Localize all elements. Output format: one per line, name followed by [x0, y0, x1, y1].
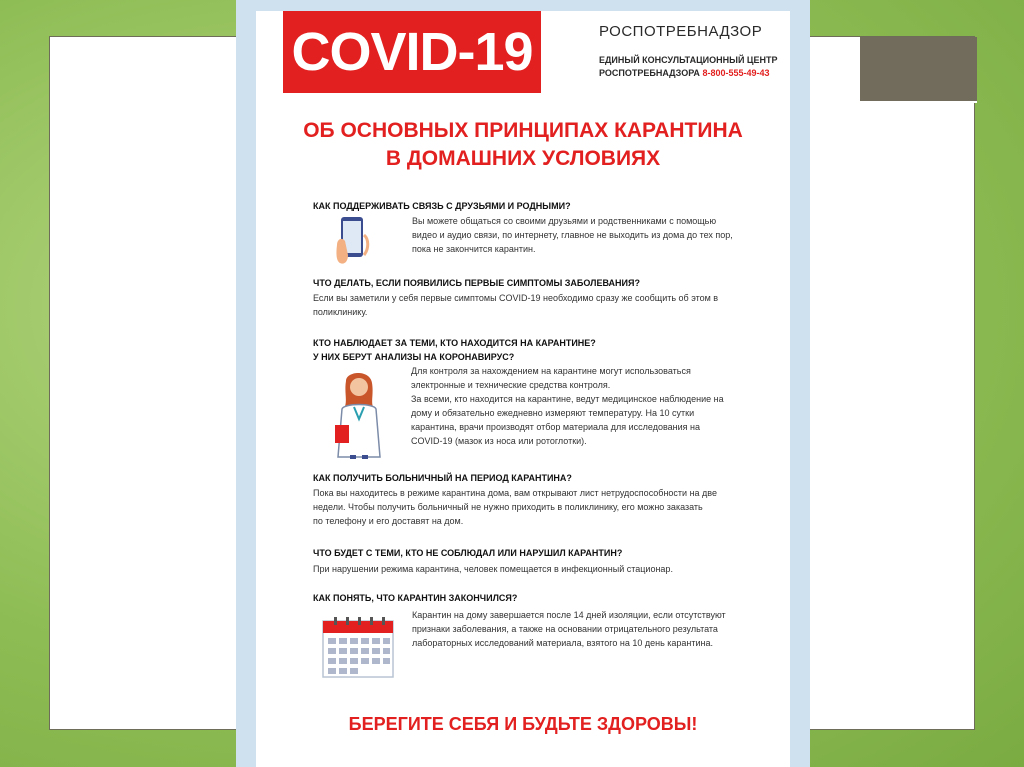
answer-6-line-3: лабораторных исследований материала, взятого на 10 день карантина.: [412, 638, 714, 648]
poster-footer: БЕРЕГИТЕ СЕБЯ И БУДЬТЕ ЗДОРОВЫ!: [348, 714, 698, 734]
question-2: ЧТО ДЕЛАТЬ, ЕСЛИ ПОЯВИЛИСЬ ПЕРВЫЕ СИМПТОМЫ ЗАБОЛЕВАНИЯ?: [313, 278, 640, 288]
question-6: КАК ПОНЯТЬ, ЧТО КАРАНТИН ЗАКОНЧИЛСЯ?: [313, 593, 518, 603]
answer-3-line-6: COVID-19 (мазок из носа или ротоглотки).: [411, 436, 587, 446]
slide-decoration-bar: [858, 37, 977, 103]
question-3: КТО НАБЛЮДАЕТ ЗА ТЕМИ, КТО НАХОДИТСЯ НА КАРАНТИНЕ?: [313, 338, 596, 348]
answer-3: [411, 364, 724, 448]
covid-poster: [236, 0, 810, 767]
title-line-2: В ДОМАШНИХ УСЛОВИЯХ: [385, 147, 661, 170]
answer-5-line-1: При нарушении режима карантина, человек помещается в инфекционный стационар.: [313, 564, 673, 574]
answer-3-line-3: За всеми, кто находится на карантине, ведут медицинское наблюдение на: [411, 394, 724, 404]
doctor-icon: [330, 369, 388, 459]
answer-6-line-1: Карантин на дому завершается после 14 дней изоляции, если отсутствуют: [412, 610, 726, 620]
org-name: РОСПОТРЕБНАДЗОР: [599, 23, 763, 40]
answer-4-line-1: Пока вы находитесь в режиме карантина дома, вам открывают лист нетрудоспособности на две: [313, 488, 717, 498]
title-line-1: ОБ ОСНОВНЫХ ПРИНЦИПАХ КАРАНТИНА: [303, 119, 743, 142]
answer-6-line-2: признаки заболевания, а также на основании отрицательного результата: [412, 624, 718, 634]
answer-1: [412, 214, 733, 256]
org-line-2: [599, 68, 770, 78]
answer-3-line-2: электронные и технические средства контроля.: [411, 380, 611, 390]
question-4: КАК ПОЛУЧИТЬ БОЛЬНИЧНЫЙ НА ПЕРИОД КАРАНТИНА?: [313, 473, 572, 483]
answer-4-line-2: недели. Чтобы получить больничный не нужно приходить в поликлинику, его можно заказать: [313, 502, 703, 512]
covid-logo: [283, 11, 541, 93]
answer-2-line-1: Если вы заметили у себя первые симптомы COVID-19 необходимо сразу же сообщить об этом в: [313, 293, 719, 303]
answer-1-line-3: пока не закончится карантин.: [412, 244, 536, 254]
org-phone: 8-800-555-49-43: [702, 68, 770, 78]
answer-2-line-2: поликлинику.: [313, 307, 368, 317]
answer-4: [313, 486, 717, 528]
logo-text: COVID-19: [291, 22, 533, 82]
answer-5: [313, 562, 673, 576]
answer-1-line-2: видео и аудио связи, по интернету, главное не выходить из дома до тех пор,: [412, 230, 733, 240]
poster-content: [256, 11, 790, 767]
answer-3-line-1: Для контроля за нахождением на карантине могут использоваться: [411, 366, 691, 376]
calendar-icon: [322, 617, 394, 679]
answer-1-line-1: Вы можете общаться со своими друзьями и родственниками с помощью: [412, 216, 717, 226]
answer-3-line-4: дому и обязательно ежедневно измеряют температуру. На 10 сутки: [411, 408, 695, 418]
org-line-1: ЕДИНЫЙ КОНСУЛЬТАЦИОННЫЙ ЦЕНТР: [599, 55, 778, 65]
question-3b: У НИХ БЕРУТ АНАЛИЗЫ НА КОРОНАВИРУС?: [313, 352, 515, 362]
answer-3-line-5: карантина, врачи производят отбор материала для исследования на: [411, 422, 700, 432]
org-line-2-text: РОСПОТРЕБНАДЗОРА: [599, 68, 700, 78]
question-1: КАК ПОДДЕРЖИВАТЬ СВЯЗЬ С ДРУЗЬЯМИ И РОДНЫМИ?: [313, 201, 571, 211]
answer-2: [313, 291, 718, 319]
answer-6: [412, 608, 726, 650]
question-5: ЧТО БУДЕТ С ТЕМИ, КТО НЕ СОБЛЮДАЛ ИЛИ НАРУШИЛ КАРАНТИН?: [313, 548, 623, 558]
smartphone-icon: [334, 215, 370, 267]
answer-4-line-3: по телефону и его доставят на дом.: [313, 516, 464, 526]
